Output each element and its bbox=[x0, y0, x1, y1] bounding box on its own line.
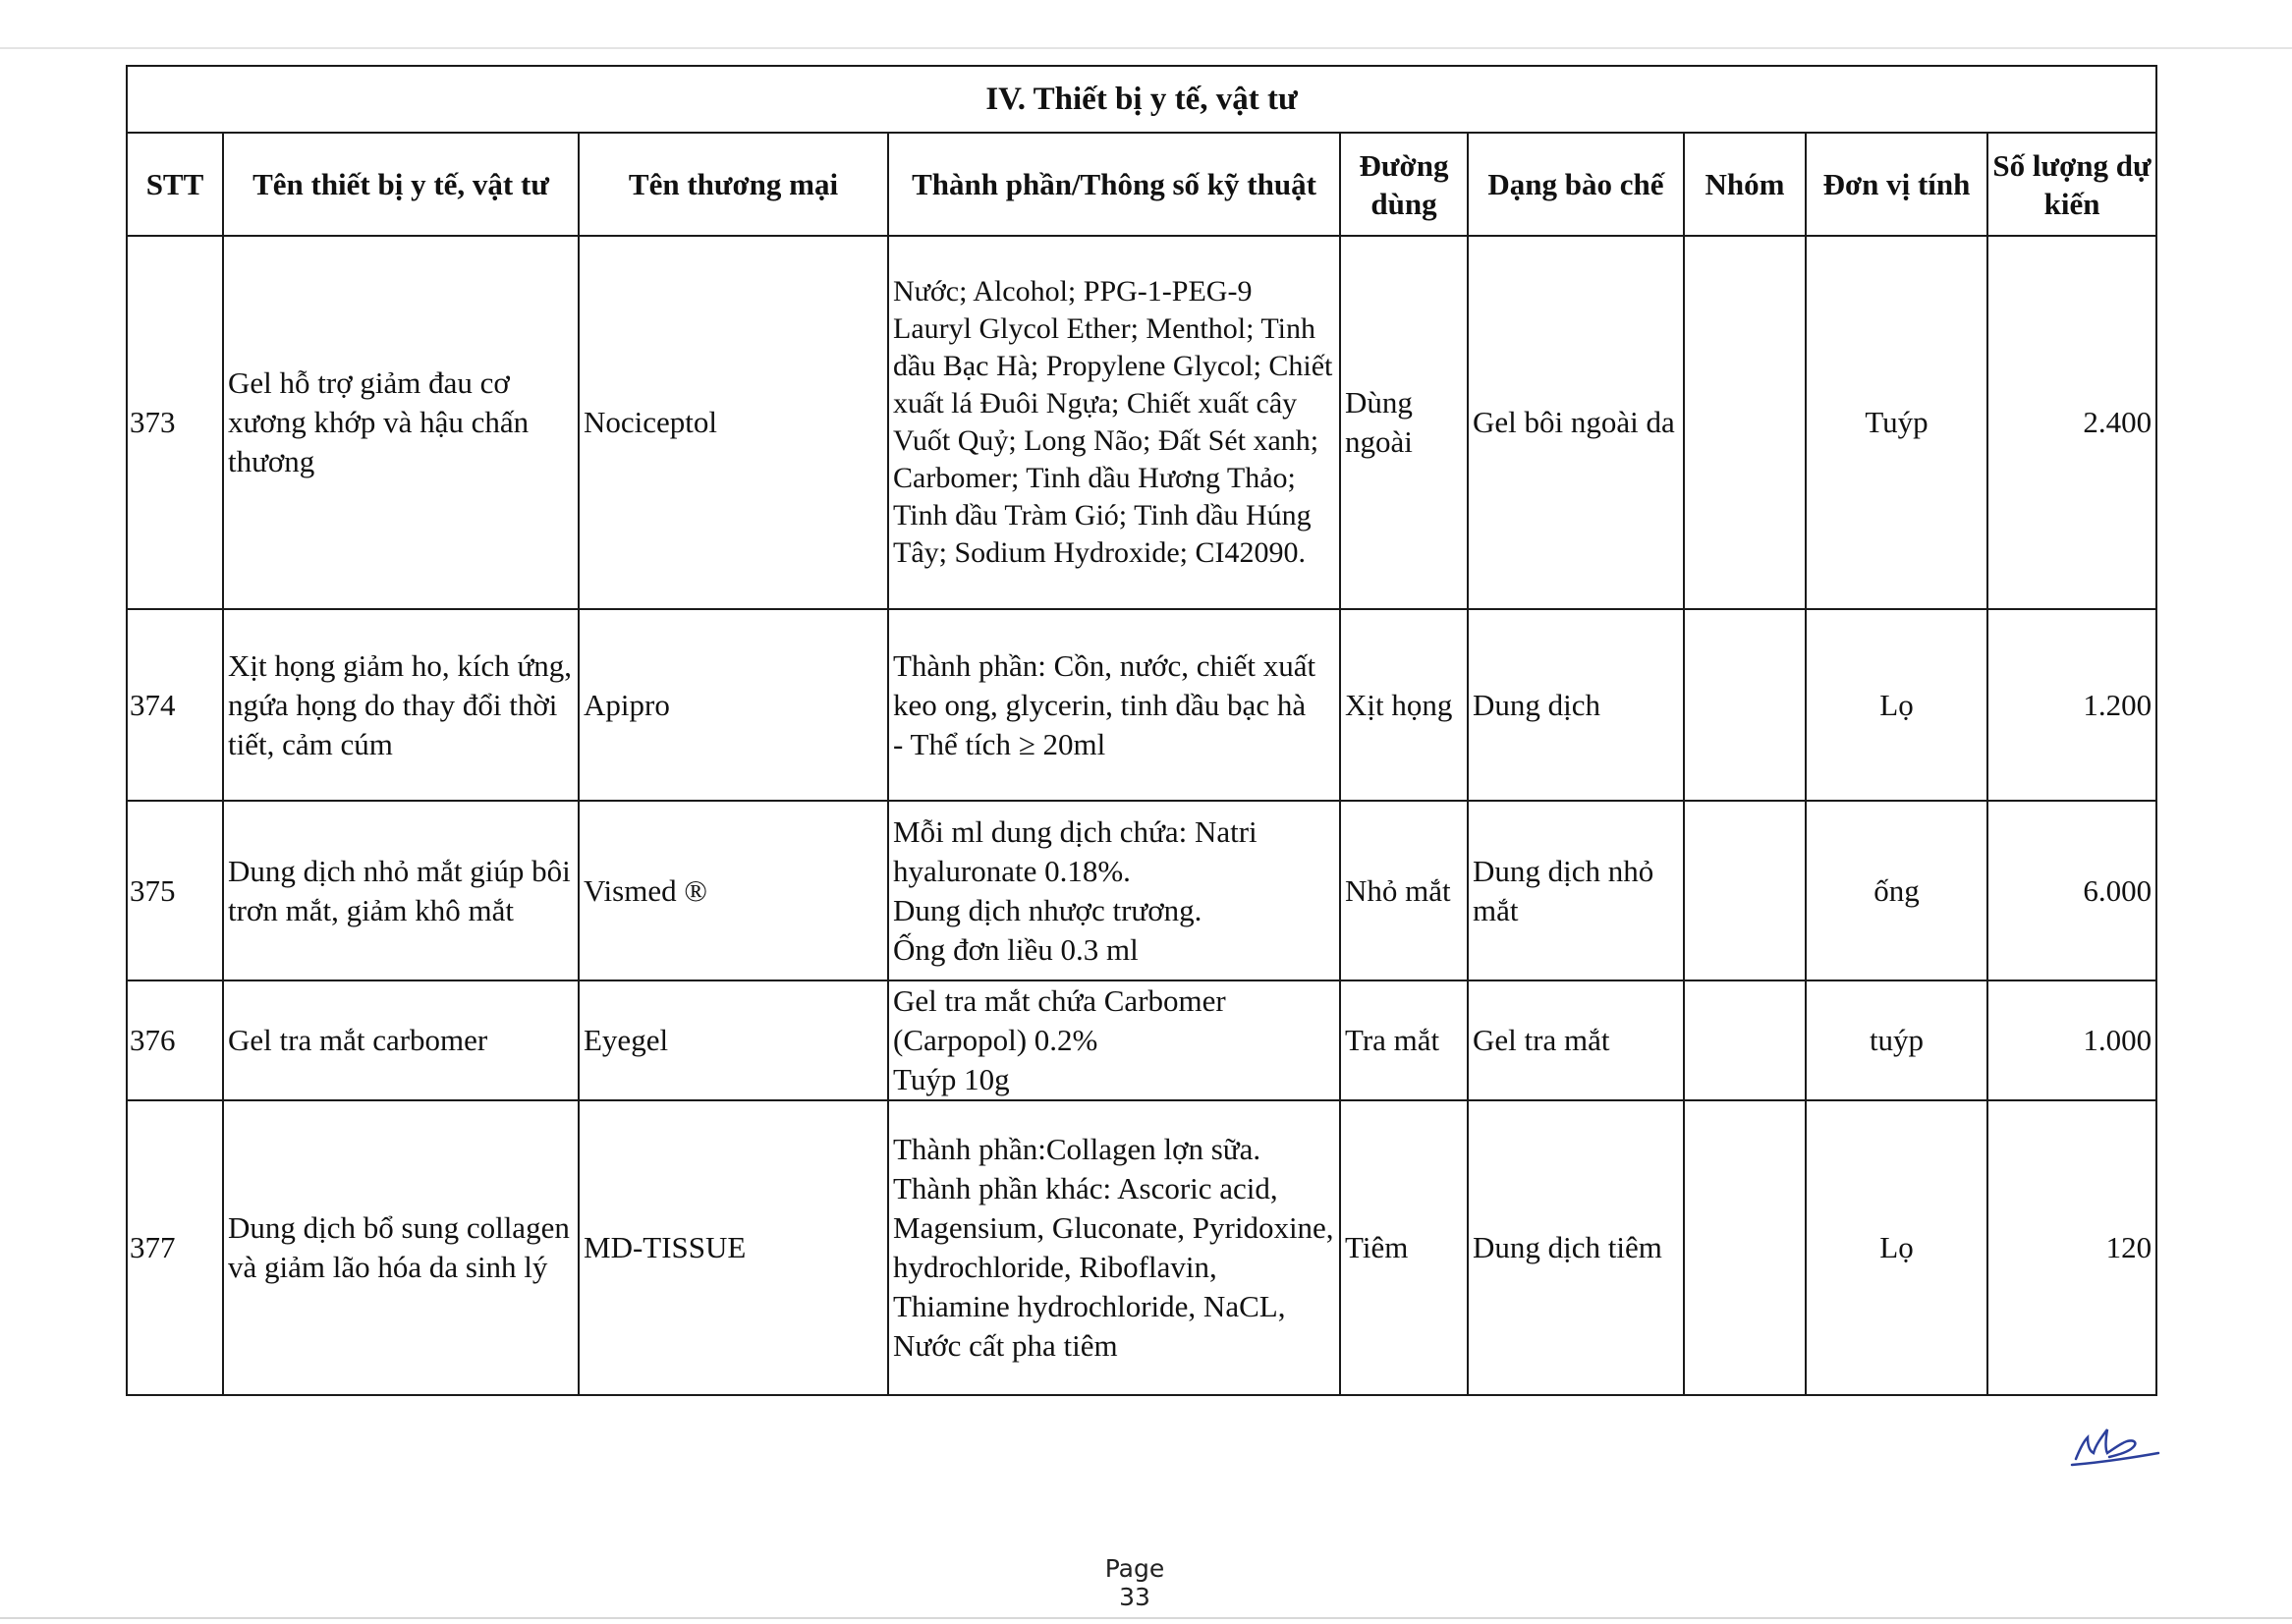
cell-stt: 373 bbox=[127, 236, 223, 609]
cell-unit: Lọ bbox=[1806, 609, 1987, 801]
cell-unit: ống bbox=[1806, 801, 1987, 980]
cell-route: Xịt họng bbox=[1340, 609, 1468, 801]
spec-line: Thành phần:Collagen lợn sữa. bbox=[893, 1132, 1261, 1166]
col-header-device-name: Tên thiết bị y tế, vật tư bbox=[223, 133, 579, 236]
cell-trade-name: Vismed ® bbox=[579, 801, 888, 980]
cell-device-name: Dung dịch nhỏ mắt giúp bôi trơn mắt, giảm khô mắt bbox=[223, 801, 579, 980]
header-row bbox=[127, 133, 2156, 236]
table-row bbox=[127, 1100, 2156, 1395]
section-title: IV. Thiết bị y tế, vật tư bbox=[127, 66, 2156, 133]
spec-line: Ống đơn liều 0.3 ml bbox=[893, 931, 1139, 967]
cell-group bbox=[1684, 801, 1806, 980]
top-border-line bbox=[0, 47, 2292, 49]
page-number: Page 33 bbox=[1104, 1554, 1165, 1611]
cell-form: Dung dịch bbox=[1468, 609, 1684, 801]
spec-line: Mỗi ml dung dịch chứa: Natri hyaluronate 0.18%. bbox=[893, 813, 1258, 888]
spec-line: Thành phần khác: Ascoric acid, Magensium, Gluconate, Pyridoxine, hydrochloride, Riboflavin, Thiamine hydrochloride, NaCL, Nước cất pha tiêm bbox=[893, 1171, 1334, 1363]
cell-stt: 377 bbox=[127, 1100, 223, 1395]
spec-line: Dung dịch nhược trương. bbox=[893, 892, 1202, 927]
cell-unit: Tuýp bbox=[1806, 236, 1987, 609]
cell-device-name: Gel hỗ trợ giảm đau cơ xương khớp và hậu chấn thương bbox=[223, 236, 579, 609]
spec-line: - Thể tích ≥ 20ml bbox=[893, 726, 1106, 761]
col-header-spec: Thành phần/Thông số kỹ thuật bbox=[888, 133, 1340, 236]
cell-trade-name: Eyegel bbox=[579, 980, 888, 1100]
col-header-trade-name: Tên thương mại bbox=[579, 133, 888, 236]
cell-spec bbox=[888, 980, 1340, 1100]
cell-group bbox=[1684, 1100, 1806, 1395]
col-header-unit: Đơn vị tính bbox=[1806, 133, 1987, 236]
cell-quantity: 2.400 bbox=[1987, 236, 2156, 609]
cell-trade-name: Nociceptol bbox=[579, 236, 888, 609]
table-row bbox=[127, 236, 2156, 609]
col-header-quantity: Số lượng dự kiến bbox=[1987, 133, 2156, 236]
cell-trade-name: MD-TISSUE bbox=[579, 1100, 888, 1395]
cell-spec bbox=[888, 1100, 1340, 1395]
table-row bbox=[127, 609, 2156, 801]
cell-quantity: 120 bbox=[1987, 1100, 2156, 1395]
spec-line: Tuýp 10g bbox=[893, 1062, 1010, 1096]
cell-device-name: Xịt họng giảm ho, kích ứng, ngứa họng do thay đổi thời tiết, cảm cúm bbox=[223, 609, 579, 801]
table-row bbox=[127, 801, 2156, 980]
cell-quantity: 1.200 bbox=[1987, 609, 2156, 801]
cell-spec: Nước; Alcohol; PPG-1-PEG-9 Lauryl Glycol Ether; Menthol; Tinh dầu Bạc Hà; Propylene Glycol; Chiết xuất lá Đuôi Ngựa; Chiết xuất cây Vuốt Quỷ; Long Não; Đất Sét xanh; Carbomer; Tinh dầu Hương Thảo; Tinh dầu Tràm Gió; Tinh dầu Húng Tây; Sodium Hydroxide; CI42090. bbox=[888, 236, 1340, 609]
cell-trade-name: Apipro bbox=[579, 609, 888, 801]
cell-spec bbox=[888, 609, 1340, 801]
cell-device-name: Dung dịch bổ sung collagen và giảm lão hóa da sinh lý bbox=[223, 1100, 579, 1395]
table-row bbox=[127, 980, 2156, 1100]
cell-quantity: 1.000 bbox=[1987, 980, 2156, 1100]
col-header-group: Nhóm bbox=[1684, 133, 1806, 236]
col-header-stt: STT bbox=[127, 133, 223, 236]
cell-unit: tuýp bbox=[1806, 980, 1987, 1100]
bottom-border-line bbox=[0, 1617, 2292, 1619]
col-header-route: Đường dùng bbox=[1340, 133, 1468, 236]
cell-route: Nhỏ mắt bbox=[1340, 801, 1468, 980]
cell-device-name: Gel tra mắt carbomer bbox=[223, 980, 579, 1100]
cell-group bbox=[1684, 980, 1806, 1100]
cell-form: Gel bôi ngoài da bbox=[1468, 236, 1684, 609]
cell-group bbox=[1684, 236, 1806, 609]
cell-route: Dùng ngoài bbox=[1340, 236, 1468, 609]
cell-quantity: 6.000 bbox=[1987, 801, 2156, 980]
equipment-table bbox=[126, 65, 2157, 1396]
col-header-form: Dạng bào chế bbox=[1468, 133, 1684, 236]
spec-line: Thành phần: Cồn, nước, chiết xuất keo ong, glycerin, tinh dầu bạc hà bbox=[893, 647, 1316, 722]
cell-stt: 376 bbox=[127, 980, 223, 1100]
cell-spec bbox=[888, 801, 1340, 980]
spec-line: Gel tra mắt chứa Carbomer (Carpopol) 0.2% bbox=[893, 983, 1226, 1057]
cell-form: Dung dịch tiêm bbox=[1468, 1100, 1684, 1395]
cell-unit: Lọ bbox=[1806, 1100, 1987, 1395]
cell-form: Dung dịch nhỏ mắt bbox=[1468, 801, 1684, 980]
cell-form: Gel tra mắt bbox=[1468, 980, 1684, 1100]
cell-stt: 375 bbox=[127, 801, 223, 980]
cell-route: Tra mắt bbox=[1340, 980, 1468, 1100]
handwritten-initials-signature bbox=[2066, 1420, 2164, 1469]
cell-stt: 374 bbox=[127, 609, 223, 801]
cell-group bbox=[1684, 609, 1806, 801]
cell-route: Tiêm bbox=[1340, 1100, 1468, 1395]
